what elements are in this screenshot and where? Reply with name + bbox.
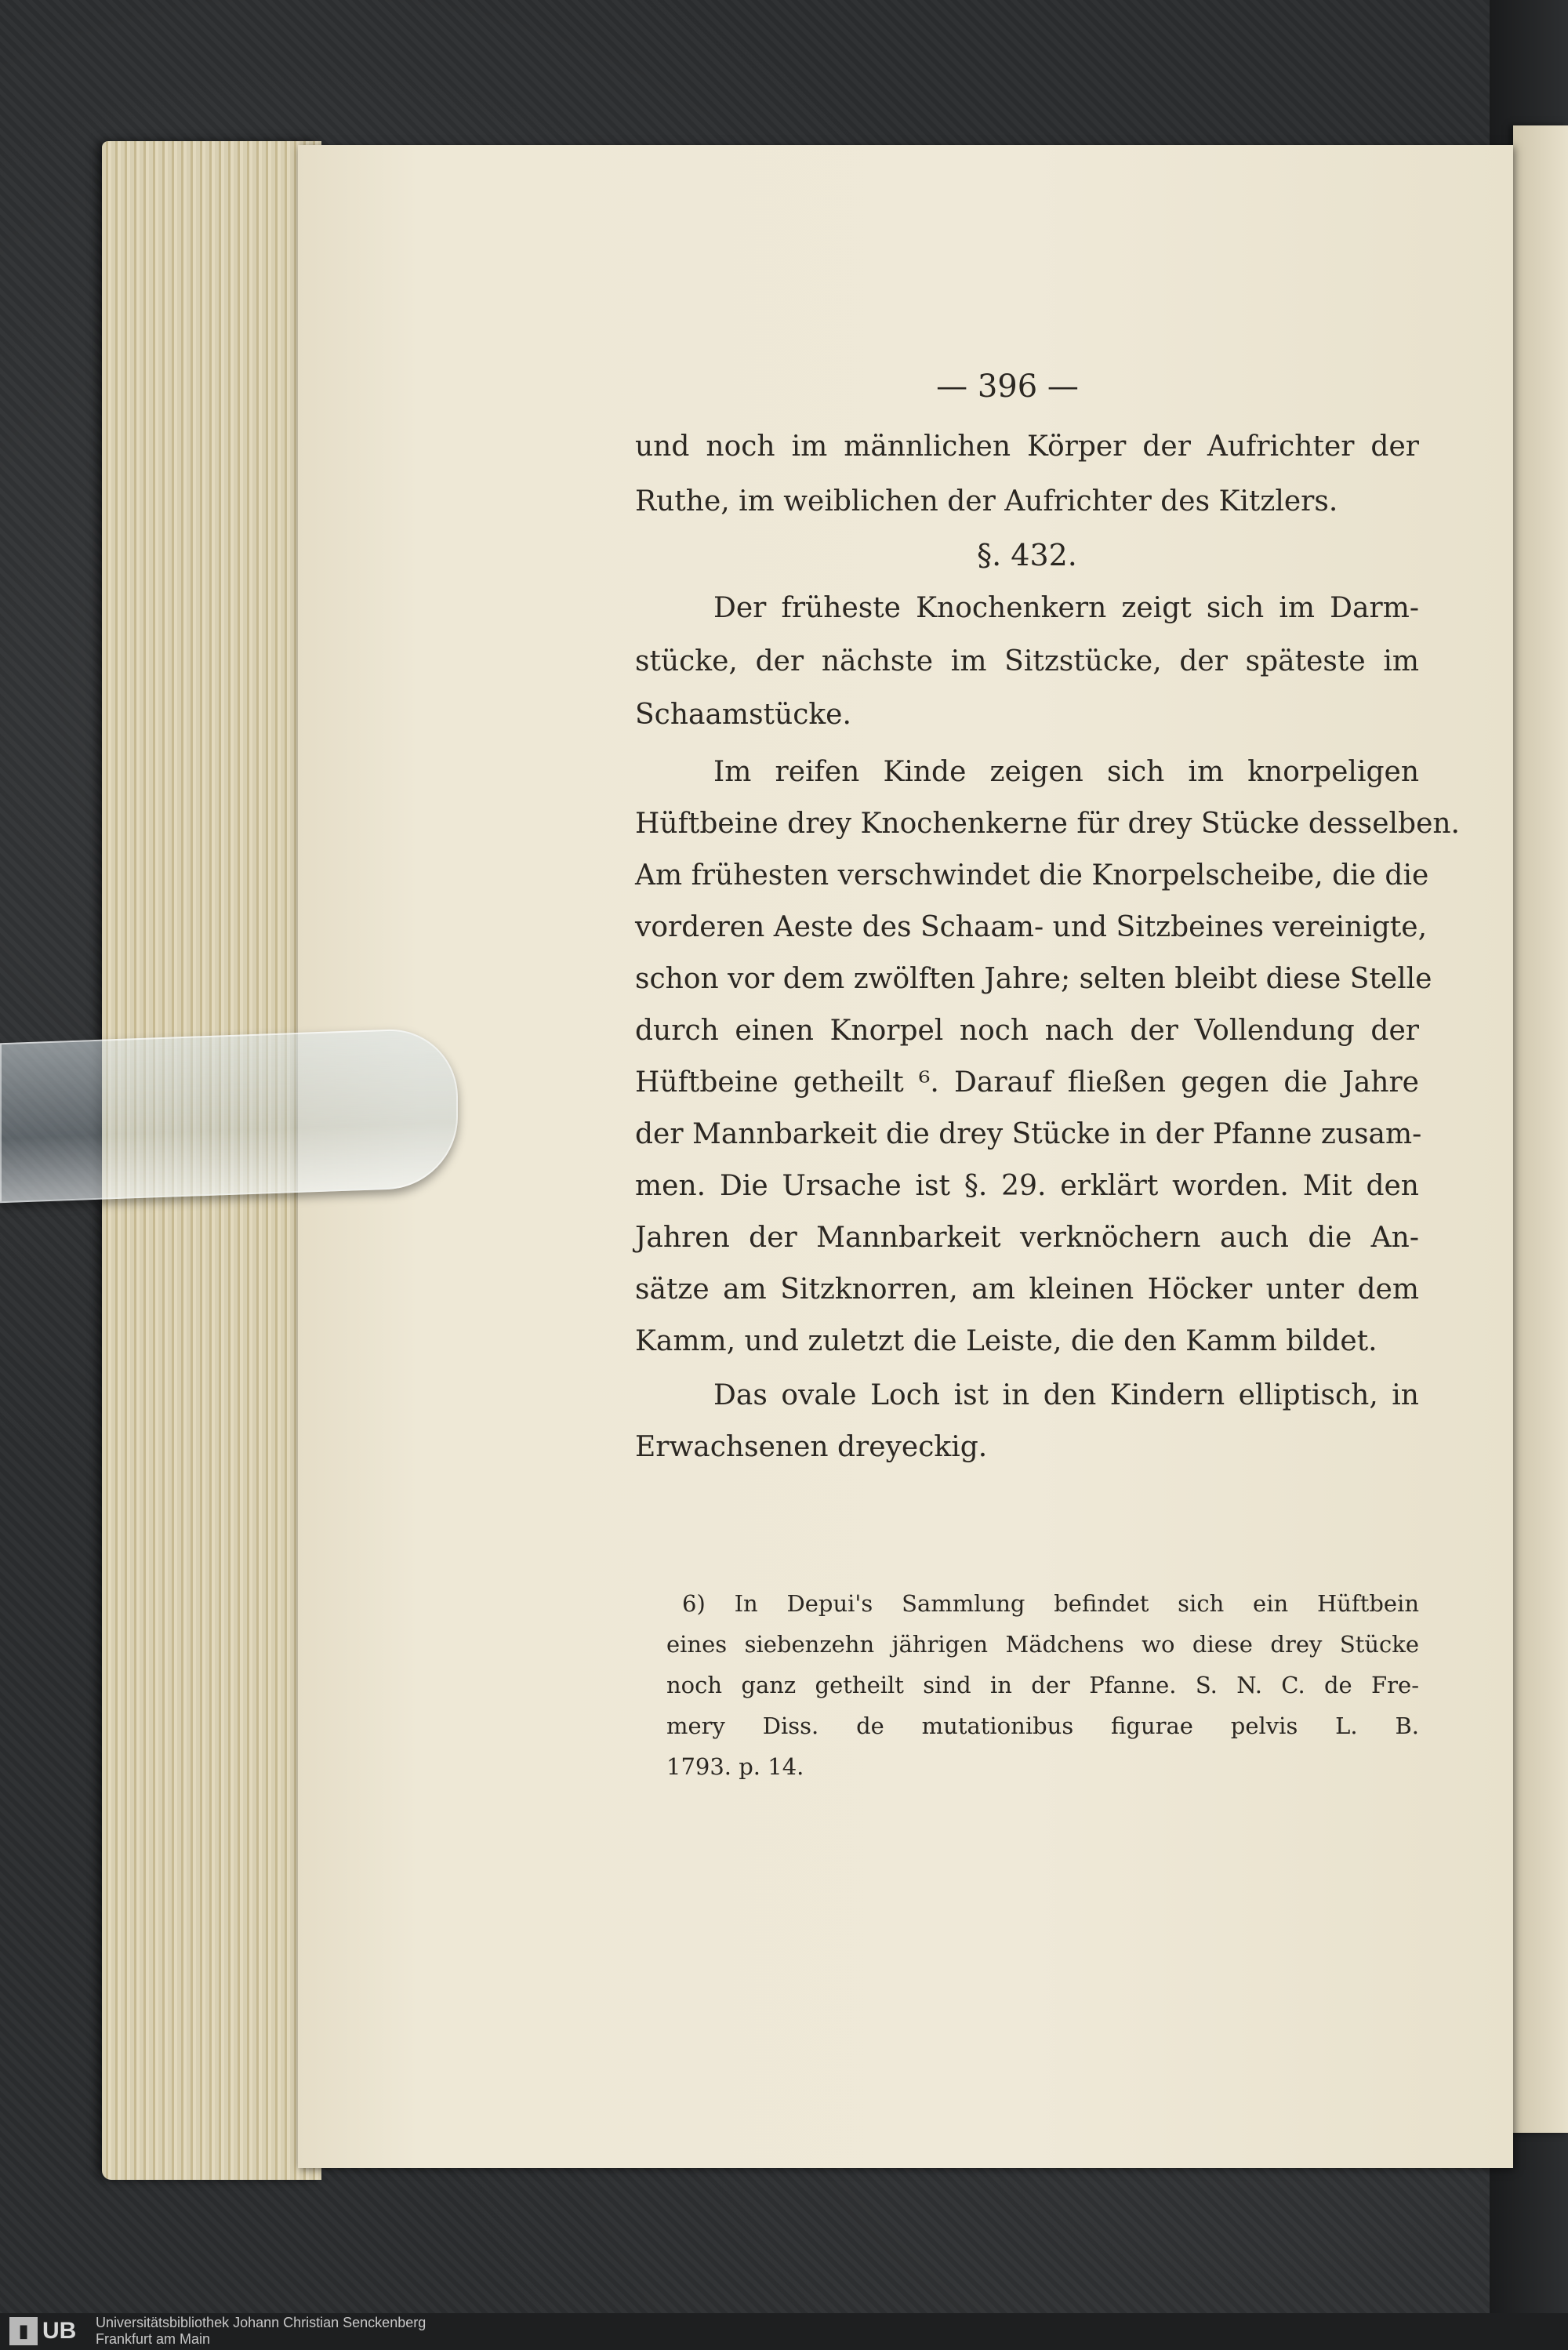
ub-logo-mark: ▮	[9, 2317, 38, 2345]
text-line: Erwachsenen dreyeckig.	[635, 1431, 988, 1463]
text-line: stücke, der nächste im Sitzstücke, der späteste im	[635, 645, 1419, 677]
footnote-line: 1793. p. 14.	[666, 1753, 804, 1780]
text-line: sätze am Sitzknorren, am kleinen Höcker unter dem	[635, 1273, 1419, 1306]
text-line: der Mannbarkeit die drey Stücke in der Pfanne zusam-	[635, 1118, 1422, 1150]
text-line: und noch im männlichen Körper der Aufrichter der	[635, 430, 1419, 463]
library-credit	[96, 2315, 426, 2348]
text-line: Schaamstücke.	[635, 699, 851, 731]
glass-page-weight	[0, 1027, 458, 1203]
text-line: Kamm, und zuletzt die Leiste, die den Kamm bildet.	[635, 1325, 1377, 1357]
facing-page-edge	[1513, 125, 1568, 2133]
text-line: Am frühesten verschwindet die Knorpelscheibe, die die	[635, 859, 1429, 892]
text-line: men. Die Ursache ist §. 29. erklärt worden. Mit den	[635, 1170, 1419, 1202]
text-line: Der früheste Knochenkern zeigt sich im Darm-	[713, 592, 1419, 624]
footnote-line: 6) In Depui's Sammlung befindet sich ein Hüftbein	[682, 1590, 1419, 1617]
ub-logo-text: UB	[42, 2318, 77, 2344]
text-line: Das ovale Loch ist in den Kindern elliptisch, in	[713, 1379, 1419, 1411]
page-number: — 396 —	[936, 369, 1079, 405]
text-line: durch einen Knorpel noch nach der Vollendung der	[635, 1015, 1419, 1047]
ub-logo	[9, 2317, 88, 2345]
library-name-line1: Universitätsbibliothek Johann Christian Senckenberg	[96, 2315, 426, 2330]
section-heading: §. 432.	[977, 538, 1077, 572]
footnote-line: eines siebenzehn jährigen Mädchens wo diese drey Stücke	[666, 1631, 1419, 1658]
footnote-line: mery Diss. de mutationibus figurae pelvis L. B.	[666, 1713, 1419, 1739]
text-line: Hüftbeine drey Knochenkerne für drey Stücke desselben.	[635, 808, 1460, 840]
text-line: Hüftbeine getheilt ⁶. Darauf fließen gegen die Jahre	[635, 1066, 1419, 1099]
text-line: Jahren der Mannbarkeit verknöchern auch die An-	[635, 1222, 1419, 1254]
text-line: Im reifen Kinde zeigen sich im knorpeligen	[713, 756, 1419, 788]
text-line: schon vor dem zwölften Jahre; selten bleibt diese Stelle	[635, 963, 1432, 995]
library-name-line2: Frankfurt am Main	[96, 2331, 211, 2347]
text-line: vorderen Aeste des Schaam- und Sitzbeines vereinigte,	[635, 911, 1428, 943]
text-line: Ruthe, im weiblichen der Aufrichter des Kitzlers.	[635, 485, 1338, 518]
footnote-line: noch ganz getheilt sind in der Pfanne. S. N. C. de Fre-	[666, 1672, 1419, 1698]
